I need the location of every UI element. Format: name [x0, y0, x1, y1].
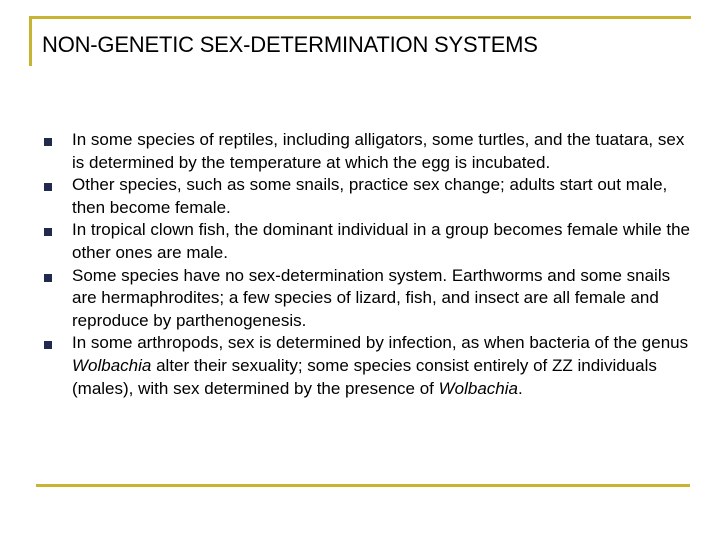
bullet-item [44, 219, 694, 264]
slide-title: NON-GENETIC SEX-DETERMINATION SYSTEMS [42, 32, 538, 57]
bullet-list [44, 129, 694, 400]
bottom-rule [36, 484, 690, 487]
bullet-text-segment: . [518, 378, 523, 398]
square-bullet-icon [44, 183, 52, 191]
square-bullet-icon [44, 138, 52, 146]
square-bullet-icon [44, 274, 52, 282]
bullet-text-segment: In some species of reptiles, including alligators, some turtles, and the tuatara, sex is determined by the temperature at which the egg is incubated. [72, 130, 685, 172]
title-frame-top-rule [29, 16, 691, 19]
square-bullet-icon [44, 228, 52, 236]
bullet-item [44, 129, 694, 174]
bullet-text [72, 130, 684, 172]
square-bullet-icon [44, 341, 52, 349]
bullet-text-segment: alter their sexuality; some species consist entirely of ZZ individuals (males), with sex determined by the presence of [72, 355, 657, 398]
bullet-text [72, 333, 688, 397]
bullet-text [72, 220, 690, 262]
bullet-text [72, 266, 670, 330]
bullet-text [72, 175, 667, 217]
bullet-text-segment: Some species have no sex-determination system. Earthworms and some snails are hermaphrodites; a few species of lizard, fish, and insect are all female and reproduce by parthenogenesis. [72, 265, 671, 330]
bullet-text-segment: In some arthropods, sex is determined by infection, as when bacteria of the genus [72, 333, 689, 353]
bullet-text-segment: Other species, such as some snails, practice sex change; adults start out male, then become female. [72, 175, 668, 217]
bullet-text-segment: In tropical clown fish, the dominant individual in a group becomes female while the other ones are male. [72, 220, 691, 262]
bullet-text-italic: Wolbachia [72, 355, 152, 375]
bullet-item [44, 265, 694, 333]
bullet-text-italic: Wolbachia [438, 378, 518, 398]
title-frame-left-rule [29, 16, 32, 66]
bullet-item [44, 174, 694, 219]
bullet-item [44, 332, 694, 400]
